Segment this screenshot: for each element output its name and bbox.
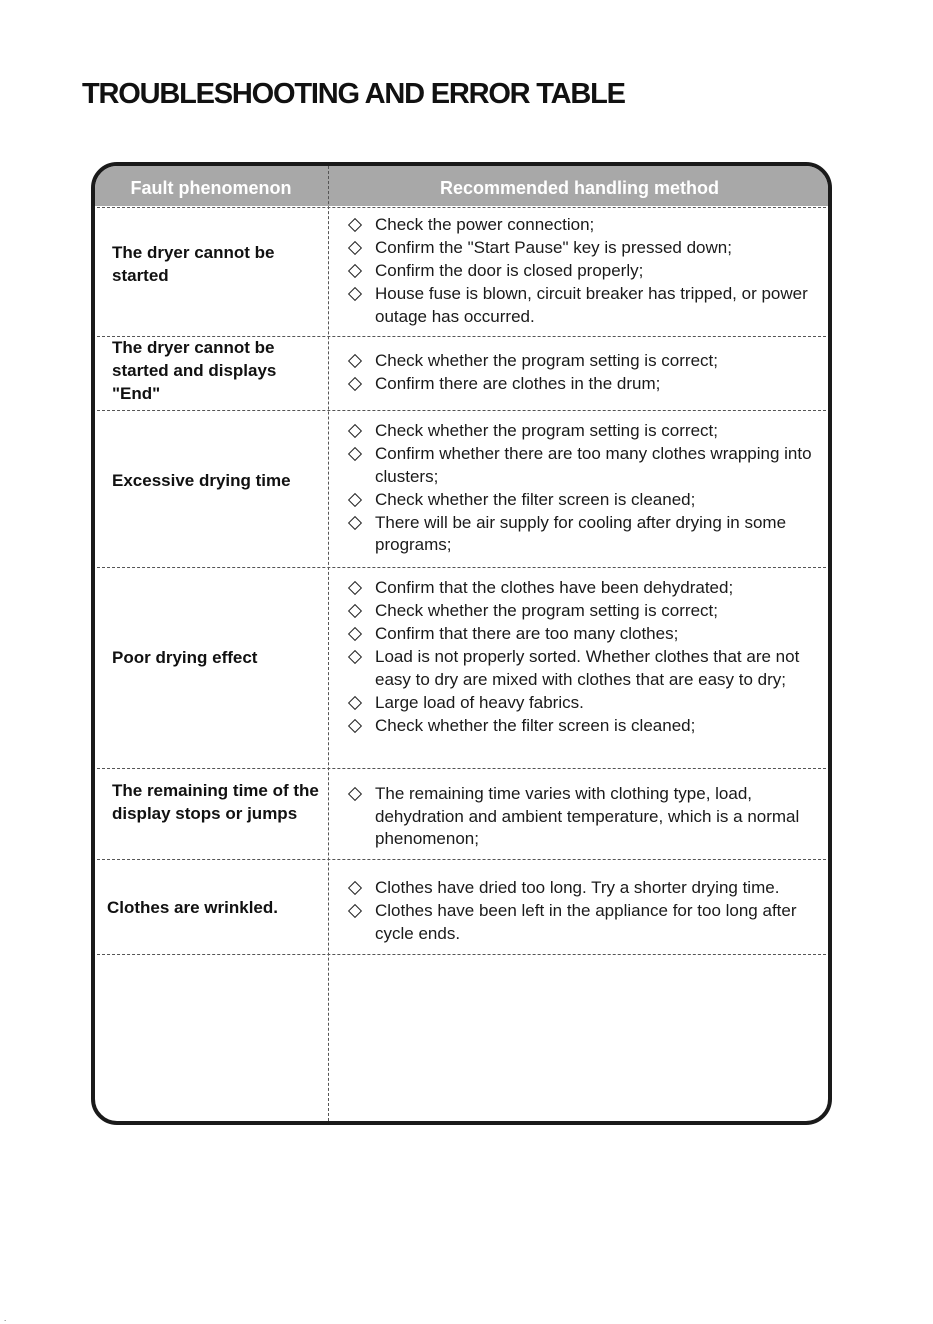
- method-text: Check whether the filter screen is cleaned;: [375, 715, 696, 735]
- row-divider: [97, 859, 826, 860]
- method-list: [347, 877, 827, 946]
- row-divider: [97, 954, 826, 955]
- white-diamond-icon: [348, 881, 362, 895]
- white-diamond-icon: [348, 492, 362, 506]
- method-text: Confirm that the clothes have been dehydrated;: [375, 578, 734, 597]
- row-divider: [97, 567, 826, 568]
- method-item: [347, 646, 827, 691]
- method-text: Check whether the program setting is correct;: [375, 351, 718, 370]
- fault-cell: The dryer cannot be started: [112, 243, 275, 285]
- white-diamond-icon: [348, 627, 362, 641]
- method-list: [347, 577, 827, 738]
- method-text: House fuse is blown, circuit breaker has tripped, or power outage has occurred.: [375, 284, 808, 326]
- method-text: The remaining time varies with clothing type, load, dehydration and ambient temperature, which is a normal phenomenon;: [375, 784, 800, 848]
- white-diamond-icon: [348, 695, 362, 709]
- fault-cell: The dryer cannot be started and displays "End": [112, 338, 277, 403]
- fault-cell: Clothes are wrinkled.: [107, 898, 278, 917]
- method-text: There will be air supply for cooling after drying in some programs;: [375, 512, 787, 554]
- white-diamond-icon: [348, 515, 362, 529]
- white-diamond-icon: [348, 447, 362, 461]
- fault-cell: Poor drying effect: [112, 648, 258, 667]
- method-list: [347, 350, 827, 396]
- white-diamond-icon: [348, 604, 362, 618]
- column-divider: [328, 166, 329, 1121]
- page-title: TROUBLESHOOTING AND ERROR TABLE: [82, 78, 625, 110]
- method-item: [347, 715, 827, 738]
- method-list: [347, 214, 827, 329]
- white-diamond-icon: [348, 241, 362, 255]
- white-diamond-icon: [348, 264, 362, 278]
- method-item: [347, 577, 827, 600]
- method-item: [347, 512, 827, 557]
- method-item: [347, 214, 827, 237]
- method-text: Check whether the program setting is correct;: [375, 601, 718, 620]
- white-diamond-icon: [348, 904, 362, 918]
- method-text: Load is not properly sorted. Whether clothes that are not easy to dry are mixed with clothes that are easy to dry;: [375, 647, 800, 689]
- white-diamond-icon: [348, 218, 362, 232]
- method-text: Check whether the filter screen is cleaned;: [375, 489, 696, 509]
- corner-mark: .: [4, 1314, 7, 1323]
- method-item: [347, 900, 827, 945]
- white-diamond-icon: [348, 650, 362, 664]
- method-text: Large load of heavy fabrics.: [375, 692, 584, 712]
- method-text: Confirm the "Start Pause" key is pressed down;: [375, 238, 732, 257]
- method-text: Confirm the door is closed properly;: [375, 261, 644, 280]
- method-text: Check whether the program setting is correct;: [375, 421, 718, 440]
- method-item: [347, 443, 827, 488]
- method-text: Confirm there are clothes in the drum;: [375, 374, 661, 393]
- white-diamond-icon: [348, 287, 362, 301]
- white-diamond-icon: [348, 718, 362, 732]
- method-item: [347, 350, 827, 373]
- method-item: [347, 783, 827, 851]
- method-text: Check the power connection;: [375, 215, 595, 234]
- row-divider: [97, 768, 826, 769]
- header-recommended-method: Recommended handling method: [439, 178, 720, 198]
- row-divider: [97, 410, 826, 411]
- white-diamond-icon: [348, 354, 362, 368]
- method-text: Clothes have dried too long. Try a shorter drying time.: [375, 878, 780, 897]
- table-header: [95, 166, 828, 206]
- method-item: [347, 420, 827, 443]
- method-item: [347, 692, 827, 715]
- row-divider: [97, 207, 826, 208]
- header-fault-phenomenon: Fault phenomenon: [130, 178, 292, 198]
- method-text: Clothes have been left in the appliance for too long after cycle ends.: [375, 901, 797, 943]
- white-diamond-icon: [348, 787, 362, 801]
- method-item: [347, 237, 827, 260]
- white-diamond-icon: [348, 581, 362, 595]
- method-item: [347, 373, 827, 396]
- method-text: Confirm that there are too many clothes;: [375, 624, 679, 643]
- fault-cell: The remaining time of the display stops or jumps: [112, 781, 319, 823]
- troubleshooting-table: [91, 162, 832, 1125]
- white-diamond-icon: [348, 377, 362, 391]
- method-item: [347, 260, 827, 283]
- method-item: [347, 877, 827, 900]
- method-item: [347, 600, 827, 623]
- method-text: Confirm whether there are too many clothes wrapping into clusters;: [375, 444, 812, 486]
- fault-cell: Excessive drying time: [112, 471, 291, 490]
- method-list: [347, 420, 827, 557]
- method-item: [347, 623, 827, 646]
- white-diamond-icon: [348, 424, 362, 438]
- method-item: [347, 489, 827, 512]
- method-list: [347, 783, 827, 851]
- method-item: [347, 283, 827, 328]
